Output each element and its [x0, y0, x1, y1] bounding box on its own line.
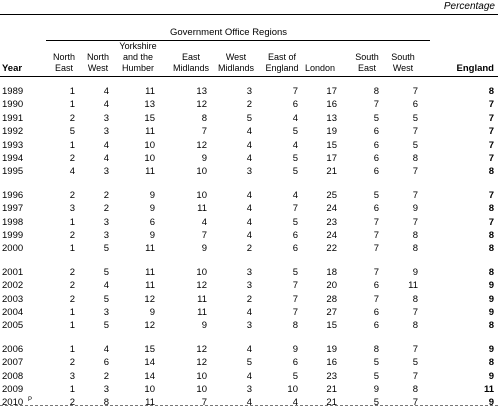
region-header-line: East: [181, 52, 200, 62]
region-cell: 24: [326, 203, 337, 215]
region-cell: 9: [201, 320, 207, 332]
region-cell: 3: [246, 384, 252, 395]
region-cell: 5: [373, 370, 379, 382]
region-header: [110, 41, 166, 74]
england-cell: 9: [488, 307, 494, 318]
region-cell: 11: [408, 280, 418, 292]
region-cell: 2: [69, 293, 75, 305]
region-cell: 4: [246, 343, 252, 355]
region-cell: 9: [412, 266, 418, 278]
region-cell: 1: [69, 307, 75, 318]
table-row: [0, 344, 498, 355]
region-cell: 2: [69, 397, 75, 409]
region-cell: 9: [292, 343, 298, 355]
region-header-line: West: [225, 52, 247, 62]
region-cell: 7: [292, 293, 298, 305]
year-cell: 1996: [2, 189, 24, 201]
region-cell: 19: [326, 343, 337, 355]
region-cell: 5: [412, 139, 418, 151]
region-cell: 11: [145, 86, 155, 97]
england-cell: 7: [488, 139, 494, 151]
england-cell: 9: [488, 280, 494, 292]
region-cell: 5: [103, 266, 109, 278]
year-cell: 1992: [2, 126, 24, 138]
region-header-line: East of: [267, 52, 296, 62]
table-row: [0, 86, 498, 97]
region-cell: 5: [246, 112, 252, 124]
region-header-line: East: [54, 63, 73, 73]
year-cell: 2003: [2, 293, 24, 305]
england-cell: 8: [488, 230, 494, 241]
table-row: [0, 166, 498, 177]
region-cell: 27: [326, 307, 337, 318]
region-cell: 12: [196, 99, 207, 111]
region-cell: 8: [373, 86, 379, 97]
region-cell: 9: [149, 189, 155, 201]
region-cell: 7: [292, 280, 298, 292]
region-cell: 7: [292, 307, 298, 318]
england-cell: 9: [488, 370, 494, 382]
region-cell: 8: [201, 112, 207, 124]
table-row: [0, 153, 498, 164]
region-header-line: Yorkshire: [119, 41, 157, 51]
region-header-line: South: [391, 52, 415, 62]
region-cell: 3: [246, 320, 252, 332]
region-header: [375, 52, 431, 74]
region-cell: 5: [69, 126, 75, 138]
year-cell: 1991: [2, 112, 24, 124]
region-cell: 4: [103, 86, 109, 97]
region-cell: 5: [292, 370, 298, 382]
table-row: [0, 230, 498, 241]
region-cell: 3: [69, 370, 75, 382]
region-cell: 15: [326, 139, 337, 151]
region-cell: 7: [412, 370, 418, 382]
region-cell: 6: [149, 216, 155, 228]
region-cell: 8: [412, 320, 418, 332]
england-header: England: [456, 63, 494, 74]
region-cell: 10: [196, 384, 207, 395]
region-header-line: West: [392, 63, 414, 73]
region-cell: 2: [246, 243, 252, 255]
year-cell: 1997: [2, 203, 24, 215]
region-cell: 4: [292, 189, 298, 201]
region-cell: 7: [373, 293, 379, 305]
region-cell: 6: [412, 99, 418, 111]
england-cell: 9: [488, 343, 494, 355]
region-cell: 24: [326, 230, 337, 241]
region-cell: 7: [292, 203, 298, 215]
group-header-rule: [46, 40, 430, 41]
region-cell: 13: [326, 112, 337, 124]
table-row: [0, 294, 498, 305]
region-header-line: South: [355, 52, 379, 62]
region-cell: 5: [373, 112, 379, 124]
region-cell: 5: [103, 243, 109, 255]
region-cell: 8: [412, 153, 418, 164]
region-cell: 9: [412, 203, 418, 215]
region-cell: 16: [326, 99, 337, 111]
region-cell: 7: [412, 189, 418, 201]
region-cell: 9: [201, 243, 207, 255]
region-cell: 11: [145, 266, 155, 278]
region-header-line: London: [304, 63, 336, 73]
region-cell: 12: [144, 320, 155, 332]
region-cell: 1: [69, 216, 75, 228]
region-cell: 23: [326, 370, 337, 382]
table-row: [0, 357, 498, 368]
region-cell: 4: [246, 153, 252, 164]
region-cell: 7: [412, 126, 418, 138]
table-row: [0, 280, 498, 291]
provisional-marker: P: [28, 397, 33, 404]
region-cell: 13: [144, 99, 155, 111]
year-header: Year: [2, 63, 23, 74]
region-cell: 7: [412, 166, 418, 178]
region-cell: 5: [373, 397, 379, 409]
region-cell: 18: [326, 266, 337, 278]
england-cell: 7: [488, 216, 494, 228]
england-cell: 11: [483, 384, 494, 395]
table-row: [0, 243, 498, 254]
region-cell: 7: [412, 86, 418, 97]
region-cell: 8: [412, 384, 418, 395]
table-row: [0, 267, 498, 278]
region-cell: 2: [246, 293, 252, 305]
england-cell: 8: [488, 166, 494, 178]
region-cell: 5: [292, 166, 298, 178]
region-cell: 1: [69, 384, 75, 395]
region-cell: 1: [69, 343, 75, 355]
region-cell: 11: [197, 307, 207, 318]
region-cell: 10: [196, 189, 207, 201]
region-cell: 4: [292, 397, 298, 409]
year-cell: 1990: [2, 99, 24, 111]
region-header-line: North: [86, 52, 109, 62]
england-cell: 8: [488, 86, 494, 97]
table-row: [0, 371, 498, 382]
region-cell: 9: [201, 153, 207, 164]
group-header: Government Office Regions: [170, 27, 288, 38]
region-cell: 4: [246, 307, 252, 318]
region-cell: 22: [326, 243, 337, 255]
region-cell: 2: [69, 230, 75, 241]
region-header-line: Humber: [121, 63, 154, 73]
region-cell: 5: [292, 216, 298, 228]
table-row: [0, 99, 498, 110]
region-cell: 9: [149, 307, 155, 318]
table-row: [0, 384, 498, 395]
region-cell: 3: [103, 126, 109, 138]
region-cell: 8: [292, 320, 298, 332]
header-rule: [0, 76, 498, 77]
region-cell: 4: [103, 153, 109, 164]
region-cell: 1: [69, 139, 75, 151]
year-cell: 2009: [2, 384, 24, 395]
region-cell: 28: [326, 293, 337, 305]
region-header-line: Midlands: [172, 63, 210, 73]
region-cell: 4: [292, 139, 298, 151]
region-cell: 2: [69, 266, 75, 278]
region-cell: 9: [149, 203, 155, 215]
region-cell: 4: [246, 230, 252, 241]
region-cell: 4: [103, 343, 109, 355]
region-cell: 1: [69, 99, 75, 111]
region-cell: 8: [103, 397, 109, 409]
region-cell: 12: [196, 280, 207, 292]
region-cell: 12: [196, 343, 207, 355]
region-cell: 2: [69, 280, 75, 292]
region-cell: 2: [69, 189, 75, 201]
year-cell: 1989: [2, 86, 24, 97]
region-cell: 2: [103, 203, 109, 215]
region-cell: 8: [373, 343, 379, 355]
year-cell: 2006: [2, 343, 24, 355]
region-cell: 11: [145, 243, 155, 255]
region-cell: 2: [69, 357, 75, 369]
region-cell: 10: [144, 384, 155, 395]
region-cell: 7: [201, 397, 207, 409]
region-cell: 7: [292, 86, 298, 97]
region-header-line: West: [87, 63, 109, 73]
england-cell: 9: [488, 397, 494, 409]
region-cell: 10: [287, 384, 298, 395]
region-header-line: Midlands: [217, 63, 255, 73]
region-cell: 5: [412, 357, 418, 369]
region-cell: 3: [246, 266, 252, 278]
year-cell: 1999: [2, 230, 24, 241]
region-cell: 6: [292, 357, 298, 369]
england-cell: 8: [488, 320, 494, 332]
year-cell: 2002: [2, 280, 24, 292]
region-cell: 10: [144, 153, 155, 164]
region-cell: 11: [145, 126, 155, 138]
region-cell: 23: [326, 216, 337, 228]
region-cell: 7: [412, 216, 418, 228]
region-cell: 6: [373, 203, 379, 215]
region-cell: 8: [412, 243, 418, 255]
region-cell: 4: [246, 126, 252, 138]
region-cell: 6: [373, 153, 379, 164]
year-cell: 2000: [2, 243, 24, 255]
year-cell: 1993: [2, 139, 24, 151]
year-cell: 2005: [2, 320, 24, 332]
table-row: [0, 190, 498, 201]
region-cell: 5: [373, 189, 379, 201]
region-cell: 4: [103, 99, 109, 111]
region-cell: 4: [246, 139, 252, 151]
region-cell: 1: [69, 320, 75, 332]
region-cell: 8: [412, 230, 418, 241]
region-cell: 7: [412, 343, 418, 355]
region-cell: 14: [144, 370, 155, 382]
region-cell: 10: [196, 166, 207, 178]
table-row: [0, 217, 498, 228]
region-cell: 9: [149, 230, 155, 241]
region-cell: 1: [69, 86, 75, 97]
region-cell: 4: [69, 166, 75, 178]
region-cell: 2: [103, 189, 109, 201]
region-cell: 17: [326, 86, 337, 97]
region-cell: 5: [292, 266, 298, 278]
year-cell: 2010: [2, 397, 24, 409]
england-cell: 7: [488, 126, 494, 138]
region-cell: 7: [373, 99, 379, 111]
year-cell: 2008: [2, 370, 24, 382]
table-row: [0, 113, 498, 124]
region-cell: 2: [69, 112, 75, 124]
region-cell: 10: [196, 266, 207, 278]
top-rule: [0, 14, 498, 15]
region-cell: 3: [69, 203, 75, 215]
region-cell: 7: [201, 126, 207, 138]
region-cell: 7: [373, 216, 379, 228]
bottom-rule: [0, 405, 498, 406]
region-cell: 11: [145, 397, 155, 409]
region-cell: 11: [197, 203, 207, 215]
region-cell: 5: [103, 320, 109, 332]
region-cell: 11: [145, 280, 155, 292]
region-cell: 5: [292, 126, 298, 138]
region-cell: 21: [326, 397, 337, 409]
region-cell: 3: [103, 307, 109, 318]
region-cell: 13: [196, 86, 207, 97]
region-cell: 11: [145, 166, 155, 178]
year-cell: 1995: [2, 166, 24, 178]
table-row: [0, 307, 498, 318]
region-cell: 1: [69, 243, 75, 255]
region-cell: 10: [144, 139, 155, 151]
region-cell: 4: [292, 112, 298, 124]
region-cell: 7: [412, 397, 418, 409]
region-cell: 5: [246, 357, 252, 369]
region-cell: 15: [144, 112, 155, 124]
year-cell: 2001: [2, 266, 24, 278]
region-cell: 15: [144, 343, 155, 355]
england-cell: 7: [488, 112, 494, 124]
region-cell: 9: [373, 384, 379, 395]
region-cell: 17: [326, 153, 337, 164]
england-cell: 8: [488, 357, 494, 369]
region-cell: 3: [246, 166, 252, 178]
region-cell: 4: [103, 139, 109, 151]
region-cell: 6: [373, 280, 379, 292]
region-cell: 4: [246, 203, 252, 215]
region-cell: 5: [103, 293, 109, 305]
region-cell: 7: [373, 230, 379, 241]
region-cell: 12: [196, 139, 207, 151]
region-cell: 7: [373, 266, 379, 278]
region-cell: 12: [144, 293, 155, 305]
region-cell: 3: [103, 230, 109, 241]
region-cell: 10: [196, 370, 207, 382]
region-cell: 2: [246, 99, 252, 111]
year-cell: 1998: [2, 216, 24, 228]
region-cell: 11: [197, 293, 207, 305]
england-cell: 8: [488, 243, 494, 255]
region-cell: 20: [326, 280, 337, 292]
region-cell: 7: [201, 230, 207, 241]
table-row: [0, 320, 498, 331]
region-cell: 3: [103, 112, 109, 124]
region-cell: 4: [103, 280, 109, 292]
england-cell: 7: [488, 99, 494, 111]
region-cell: 5: [412, 112, 418, 124]
region-cell: 6: [292, 230, 298, 241]
england-cell: 7: [488, 153, 494, 164]
table-row: [0, 397, 498, 408]
region-cell: 6: [373, 307, 379, 318]
region-cell: 21: [326, 166, 337, 178]
region-cell: 3: [246, 86, 252, 97]
region-cell: 6: [373, 166, 379, 178]
region-cell: 3: [103, 384, 109, 395]
region-cell: 15: [326, 320, 337, 332]
england-cell: 8: [488, 203, 494, 215]
region-cell: 5: [373, 357, 379, 369]
region-cell: 6: [373, 139, 379, 151]
region-cell: 6: [292, 243, 298, 255]
region-cell: 3: [103, 166, 109, 178]
region-cell: 3: [103, 216, 109, 228]
region-cell: 7: [412, 307, 418, 318]
table-row: [0, 140, 498, 151]
region-cell: 4: [246, 397, 252, 409]
table-row: [0, 203, 498, 214]
region-header-line: East: [357, 63, 376, 73]
year-cell: 2007: [2, 357, 24, 369]
region-cell: 4: [246, 370, 252, 382]
region-cell: 19: [326, 126, 337, 138]
region-cell: 8: [412, 293, 418, 305]
region-cell: 3: [246, 280, 252, 292]
table-row: [0, 126, 498, 137]
year-cell: 1994: [2, 153, 24, 164]
region-cell: 16: [326, 357, 337, 369]
region-cell: 6: [103, 357, 109, 369]
region-cell: 4: [246, 189, 252, 201]
region-cell: 14: [144, 357, 155, 369]
region-cell: 4: [246, 216, 252, 228]
region-cell: 5: [292, 153, 298, 164]
england-cell: 8: [488, 266, 494, 278]
region-cell: 25: [326, 189, 337, 201]
region-cell: 6: [373, 320, 379, 332]
region-header-line: North: [52, 52, 75, 62]
region-cell: 21: [326, 384, 337, 395]
england-cell: 9: [488, 293, 494, 305]
year-cell: 2004: [2, 307, 24, 318]
region-cell: 4: [201, 216, 207, 228]
unit-label: Percentage: [443, 1, 495, 12]
region-cell: 7: [373, 243, 379, 255]
region-header-line: England: [265, 63, 299, 73]
region-cell: 12: [196, 357, 207, 369]
region-cell: 2: [103, 370, 109, 382]
region-header-line: and the: [122, 52, 154, 62]
region-cell: 2: [69, 153, 75, 164]
region-cell: 6: [292, 99, 298, 111]
region-cell: 6: [373, 126, 379, 138]
england-cell: 7: [488, 189, 494, 201]
